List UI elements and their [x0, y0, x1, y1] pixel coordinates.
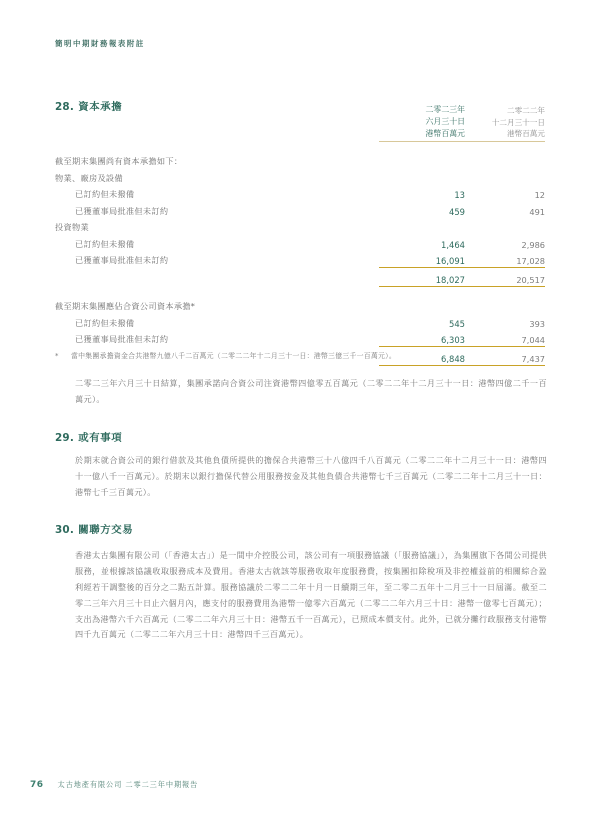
section-number-30: 30.	[55, 524, 75, 536]
subtotal-value-current: 18,027	[435, 274, 465, 285]
rule-below-total	[55, 364, 545, 366]
row-label: 物業、廠房及設備	[55, 172, 123, 183]
running-header: 簡明中期財務報表附註	[55, 39, 145, 48]
footnote-marker: *	[55, 352, 59, 360]
row-value-previous	[465, 296, 545, 313]
row-value-previous: 491	[529, 206, 545, 217]
row-label: 已訂約但未撥備	[75, 238, 135, 249]
row-label: 已獲董事局批准但未訂約	[75, 205, 169, 216]
row-label: 已獲董事局批准但未訂約	[75, 334, 169, 345]
footnote-text: 當中集團承擔資金合共港幣九億八千二百萬元（二零二二年十二月三十一日：港幣三億三千一百萬元）。	[71, 352, 397, 360]
row-label: 截至期末集團應佔合資公司資本承擔*	[55, 301, 196, 312]
rule-previous	[465, 364, 545, 366]
subtotal-value-previous: 20,517	[516, 274, 545, 285]
table-header-row	[55, 104, 545, 140]
row-value-previous: 2,986	[521, 239, 545, 250]
table-row	[55, 250, 545, 267]
table-footnote	[55, 350, 547, 362]
table-row	[55, 329, 545, 346]
table-row	[55, 217, 545, 234]
row-value-previous: 393	[529, 318, 545, 329]
table-row	[55, 167, 545, 184]
row-value-current: 13	[454, 190, 465, 201]
section-number-28: 28.	[55, 101, 75, 113]
table-row	[55, 233, 545, 250]
row-value-current	[379, 167, 465, 184]
row-value-previous	[465, 151, 545, 168]
page-number: 76	[30, 780, 44, 790]
rule-current	[379, 364, 465, 366]
footer-text: 太古地產有限公司 二零二三年中期報告	[57, 780, 199, 789]
column-header-current	[379, 104, 465, 140]
spacer-between-blocks	[55, 286, 545, 296]
table-subtotal-row	[55, 268, 545, 285]
row-value-previous	[465, 167, 545, 184]
column-header-current-line2: 六月三十日	[425, 116, 465, 126]
section-title-28: 資本承擔	[78, 101, 123, 113]
table-row	[55, 312, 545, 329]
section-body-29: 於期末就合資公司的銀行借款及其他負債所提供的擔保合共港幣三十八億四千八百萬元（二零二二年十二月三十一日：港幣四十一億八千一百萬元）。於期末以銀行擔保代替公用服務按金及其他負債合共港幣七千三百萬元（二零二二年十二月三十一日：港幣七千三百萬元）。	[75, 455, 547, 497]
section-title-29: 或有事項	[78, 432, 123, 444]
row-value-current: 16,091	[435, 256, 465, 267]
paragraph-after-table: 二零二三年六月三十日結算，集團承諾向合資公司注資港幣四億零五百萬元（二零二二年十二月三十一日：港幣四億二千一百萬元）。	[75, 378, 547, 404]
table-row	[55, 184, 545, 201]
row-value-current	[379, 296, 465, 313]
spacer-after-header	[55, 141, 545, 151]
section-title-30: 關聯方交易	[78, 524, 134, 536]
column-header-previous-line2: 十二月三十一日	[491, 117, 545, 127]
row-value-current	[379, 151, 465, 168]
total-value-current: 6,848	[441, 353, 465, 364]
row-label: 已訂約但未撥備	[75, 189, 135, 200]
table-row	[55, 200, 545, 217]
row-value-previous: 7,044	[521, 335, 545, 346]
section-heading-30	[55, 521, 133, 536]
subtotal-label	[55, 268, 379, 285]
column-header-previous-line3: 港幣百萬元	[507, 129, 545, 139]
column-header-previous	[465, 104, 545, 140]
row-value-previous	[465, 217, 545, 234]
row-value-current: 545	[449, 318, 465, 329]
row-value-current: 1,464	[441, 239, 465, 250]
table-header-blank	[55, 104, 379, 140]
column-header-current-line3: 港幣百萬元	[425, 128, 465, 138]
row-value-current: 6,303	[441, 335, 465, 346]
capital-commitments-table	[55, 104, 545, 366]
row-label: 已訂約但未撥備	[75, 317, 135, 328]
row-value-current: 459	[449, 206, 465, 217]
section-heading-29	[55, 429, 122, 444]
section-number-29: 29.	[55, 432, 75, 444]
row-label: 投資物業	[55, 222, 89, 233]
column-header-current-line1: 二零二三年	[425, 105, 465, 114]
row-value-previous: 12	[534, 190, 545, 201]
total-value-previous: 7,437	[521, 353, 545, 364]
table-row	[55, 151, 545, 168]
row-value-previous: 17,028	[516, 256, 545, 267]
column-header-previous-line1: 二零二二年	[507, 106, 545, 116]
table-row	[55, 296, 545, 313]
section-body-30: 香港太古集團有限公司（「香港太古」）是一間中介控股公司，該公司有一項服務協議（「服務協議」），為集團旗下各間公司提供服務，並根據該協議收取服務成本及費用。香港太古就該等服務收取年度服務費，按集團扣除稅項及非控權益前的相關綜合盈利經若干調整後的百分之二點五計算。服務協議於二零二二年十月一日續期三年，至二零二五年十二月三十一日屆滿。截至二零二三年六月三十日止六個月內，應支付的服務費用為港幣一億零六百萬元（二零二二年六月三十日：港幣一億零七百萬元）；支出為港幣六千六百萬元（二零二二年六月三十日：港幣五千一百萬元），已照成本價支付。此外，已就分攤行政服務支付港幣四千九百萬元（二零二二年六月三十日：港幣四千三百萬元）。	[75, 550, 547, 640]
row-label: 截至期末集團尚有資本承擔如下：	[55, 156, 183, 167]
row-label: 已獲董事局批准但未訂約	[75, 255, 169, 266]
row-value-current	[379, 217, 465, 234]
page-footer	[30, 780, 198, 790]
